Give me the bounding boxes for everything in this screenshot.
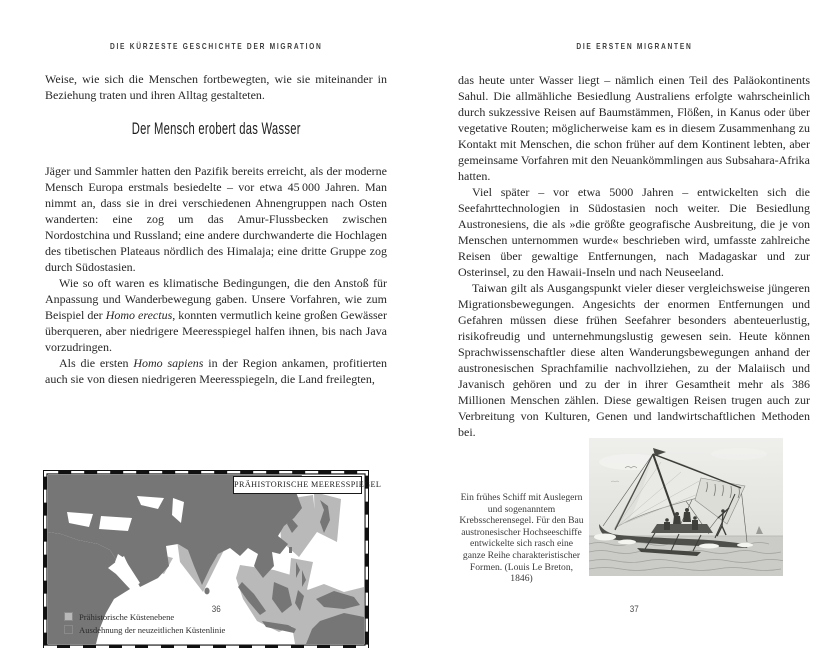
intro-paragraphs xyxy=(45,71,387,103)
paragraph: das heute unter Wasser liegt – nämlich einen Teil des Paläokontinents Sahul. Die allmähliche Besiedlung Australiens erfolgte wahrscheinlich durch sukzessive Reisen auf Baumstämmen, Flößen, in Kanus oder über vegetative Routen; möglicherweise kam es in diesem Zusammenhang zu Kontakt mit Menschen, die schon früher auf dem Kontinent lebten, aber gemeinsame Vorfahren mit den Neuankömmlingen aus Subsahara-Afrika hatten. xyxy=(458,73,810,183)
left-page xyxy=(45,0,387,648)
legend-swatch-dark-icon xyxy=(64,625,73,634)
right-body-text xyxy=(458,72,810,440)
figure-caption xyxy=(458,492,585,585)
paragraph: Taiwan gilt als Ausgangspunkt vieler dieser vergleichsweise jüngeren Migrationsbewegungen. Angesichts der enormen Entfernungen und Gefahren müssen diese frühen Seefahrer besonders abenteuerlustig, risikofreudig und unternehmungslustig gewesen sein. Heute können Sprachwissenschaftler diese alten Wanderungsbewegungen anhand der austronesischen Sprachfamilie nachvollziehen, zu der Malaiisch und Javanisch gehören und zu der in ihrer Gesamtheit mehr als 386 Millionen Menschen zählen. Diese gewaltigen Reisen trugen auch zur Verbreitung von Kulturen, Genen und landwirtschaftlichen Methoden bei. xyxy=(458,281,810,439)
running-head-left xyxy=(45,36,387,54)
paragraph: Jäger und Sammler hatten den Pazifik bereits erreicht, als der moderne Mensch Europa erstmals besiedelte – vor etwa 45 000 Jahren. Man nimmt an, dass sie in drei verschiedenen Ahnengruppen nach Osten wanderten: eine zog um das Amur-Flussbecken zwischen Nordostchina und Russland; eine andere durchwanderte die Hochlagen des tibetischen Plateaus nördlich des Himalaja; eine dritte Gruppe zog durch Südostasien. xyxy=(45,164,387,274)
right-body-paragraphs xyxy=(458,72,810,440)
paragraph: Als die ersten Homo sapiens in der Region ankamen, profitierten auch sie von diesen niedrigeren Meeresspiegeln, die Land freilegten, xyxy=(45,356,388,386)
page-number-right: 37 xyxy=(629,604,639,615)
right-page xyxy=(458,0,810,648)
section-heading xyxy=(45,121,387,139)
page-number-left: 36 xyxy=(211,604,221,615)
running-head-left-text: DIE KÜRZESTE GESCHICHTE DER MIGRATION xyxy=(109,41,323,51)
paragraph: Weise, wie sich die Menschen fortbewegten, wie sie miteinander in Beziehung traten und ihren Alltag gestalteten. xyxy=(45,72,387,102)
legend-label: Ausdehnung der neuzeitlichen Küstenlinie xyxy=(79,624,226,635)
section-heading-text: Der Mensch erobert das Wasser xyxy=(131,120,301,138)
paragraph: Viel später – vor etwa 5000 Jahren – entwickelten sich die Seefahrttechnologien in Südostasien noch weiter. Die Besiedlung Austronesiens, die als »die größte geografische Ausbreitung, die je von Menschen unternommen wurde« beschrieben wird, umfasste zahlreiche Reisen über gewaltige Entfernungen, nach Madagaskar und zur Osterinsel, zu den Hawaii-Inseln und nach Neuseeland. xyxy=(458,185,810,279)
paragraph: Wie so oft waren es klimatische Bedingungen, die den Anstoß für Anpassung und Wanderbewegung gaben. Unsere Vorfahren, wie zum Beispiel der Homo erectus, konnten vermutlich keine großen Gewässer überqueren, aber niedrigere Meeresspiegel halfen ihnen, bis nach Java vorzudringen. xyxy=(45,276,387,354)
figure-credit: (Louis Le Breton, 1846) xyxy=(504,561,574,585)
running-head-right-text: DIE ERSTEN MIGRANTEN xyxy=(575,41,693,51)
left-body-paragraphs xyxy=(45,163,387,387)
legend-label: Prähistorische Küstenebene xyxy=(79,611,175,622)
prehistoric-sea-levels-map xyxy=(43,470,382,648)
map-title: PRÄHISTORISCHE MEERESSPIEGEL xyxy=(233,476,362,494)
figure-caption-text: Ein frühes Schiff mit Auslegern und sogenanntem Krebsscherensegel. Für den Bau austronesischer Hochseeschiffe entwickelte sich rasch eine ganze Reihe charakteristischer Formen. xyxy=(459,492,584,573)
legend-item xyxy=(64,623,225,636)
running-head-right xyxy=(458,36,810,54)
ship-engraving xyxy=(589,438,783,576)
